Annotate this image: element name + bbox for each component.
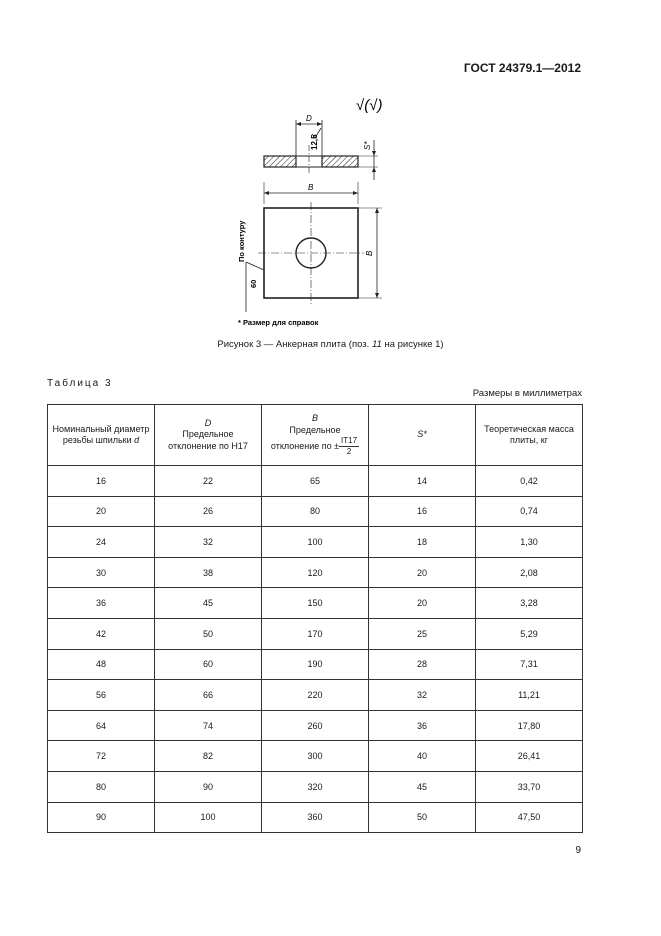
table-row [48, 557, 583, 588]
table-row [48, 588, 583, 619]
table-cell: 150 [262, 588, 369, 619]
table-cell: 40 [369, 741, 476, 772]
header-S: S* [369, 405, 476, 466]
table-cell: 25 [369, 618, 476, 649]
table-units: Размеры в миллиметрах [472, 388, 582, 399]
figure-caption: Рисунок 3 — Анкерная плита (поз. 11 на рисунке 1) [217, 339, 444, 350]
table-cell: 0,42 [476, 466, 583, 497]
header-B: B Предельное отклонение по ± $\frac{IT17}{2}$ [262, 405, 369, 466]
table-cell: 45 [155, 588, 262, 619]
table-cell: 220 [262, 680, 369, 711]
table-cell: 7,31 [476, 649, 583, 680]
table-cell: 22 [155, 466, 262, 497]
table-cell: 50 [369, 802, 476, 833]
table-row [48, 649, 583, 680]
header-mass: Теоретическая масса плиты, кг [476, 405, 583, 466]
table-cell: 360 [262, 802, 369, 833]
table-cell: 260 [262, 710, 369, 741]
table-cell: 48 [48, 649, 155, 680]
table-cell: 5,29 [476, 618, 583, 649]
table-cell: 47,50 [476, 802, 583, 833]
table-cell: 36 [369, 710, 476, 741]
table-cell: 320 [262, 771, 369, 802]
dim-S: S* [363, 141, 372, 150]
table-cell: 17,80 [476, 710, 583, 741]
anchor-plate-drawing [220, 90, 420, 335]
table-cell: 100 [155, 802, 262, 833]
section-left [264, 156, 296, 167]
table-cell: 66 [155, 680, 262, 711]
table-cell: 42 [48, 618, 155, 649]
table-cell: 36 [48, 588, 155, 619]
table-cell: 20 [48, 496, 155, 527]
table-cell: 28 [369, 649, 476, 680]
table-row [48, 802, 583, 833]
table-cell: 16 [369, 496, 476, 527]
roughness-sixty: 60 [249, 279, 258, 288]
contour-label: По контуру [237, 220, 246, 262]
table-cell: 65 [262, 466, 369, 497]
table-row [48, 496, 583, 527]
table-cell: 32 [369, 680, 476, 711]
table-row [48, 527, 583, 558]
table-cell: 32 [155, 527, 262, 558]
table-cell: 2,08 [476, 557, 583, 588]
table-cell: 26 [155, 496, 262, 527]
table-cell: 30 [48, 557, 155, 588]
table-cell: 56 [48, 680, 155, 711]
roughness-mark: √(√) [356, 97, 383, 114]
table-cell: 90 [155, 771, 262, 802]
table-cell: 1,30 [476, 527, 583, 558]
table-cell: 50 [155, 618, 262, 649]
header-D: D Предельное отклонение по Н17 [155, 405, 262, 466]
dim-B-side: B [365, 250, 374, 256]
table-cell: 64 [48, 710, 155, 741]
dim-D: D [306, 114, 312, 123]
table-row [48, 710, 583, 741]
table-cell: 45 [369, 771, 476, 802]
standard-number: ГОСТ 24379.1—2012 [463, 61, 581, 75]
table-cell: 18 [369, 527, 476, 558]
table-cell: 300 [262, 741, 369, 772]
table-cell: 170 [262, 618, 369, 649]
dimensions-table [47, 404, 583, 833]
table-cell: 80 [48, 771, 155, 802]
table-cell: 20 [369, 557, 476, 588]
section-right [322, 156, 358, 167]
table-cell: 33,70 [476, 771, 583, 802]
table-cell: 100 [262, 527, 369, 558]
table-row [48, 466, 583, 497]
table-row [48, 680, 583, 711]
table-cell: 74 [155, 710, 262, 741]
table-cell: 16 [48, 466, 155, 497]
table-cell: 26,41 [476, 741, 583, 772]
table-cell: 72 [48, 741, 155, 772]
table-cell: 24 [48, 527, 155, 558]
table-cell: 90 [48, 802, 155, 833]
table-cell: 3,28 [476, 588, 583, 619]
dim-B-top: B [308, 183, 314, 192]
table-cell: 190 [262, 649, 369, 680]
table-row [48, 741, 583, 772]
table-cell: 120 [262, 557, 369, 588]
table-cell: 14 [369, 466, 476, 497]
table-cell: 0,74 [476, 496, 583, 527]
table-cell: 80 [262, 496, 369, 527]
table-header-row [48, 405, 583, 466]
table-cell: 20 [369, 588, 476, 619]
table-cell: 82 [155, 741, 262, 772]
roughness-value: 12,5 [310, 134, 319, 150]
table-cell: 11,21 [476, 680, 583, 711]
page-number: 9 [575, 845, 581, 856]
table-label: Таблица 3 [47, 378, 113, 389]
table-row [48, 771, 583, 802]
table-cell: 38 [155, 557, 262, 588]
table-row [48, 618, 583, 649]
table-cell: 60 [155, 649, 262, 680]
figure-footnote: * Размер для справок [238, 318, 319, 327]
header-thread-diameter: Номинальный диаметр резьбы шпильки d [48, 405, 155, 466]
